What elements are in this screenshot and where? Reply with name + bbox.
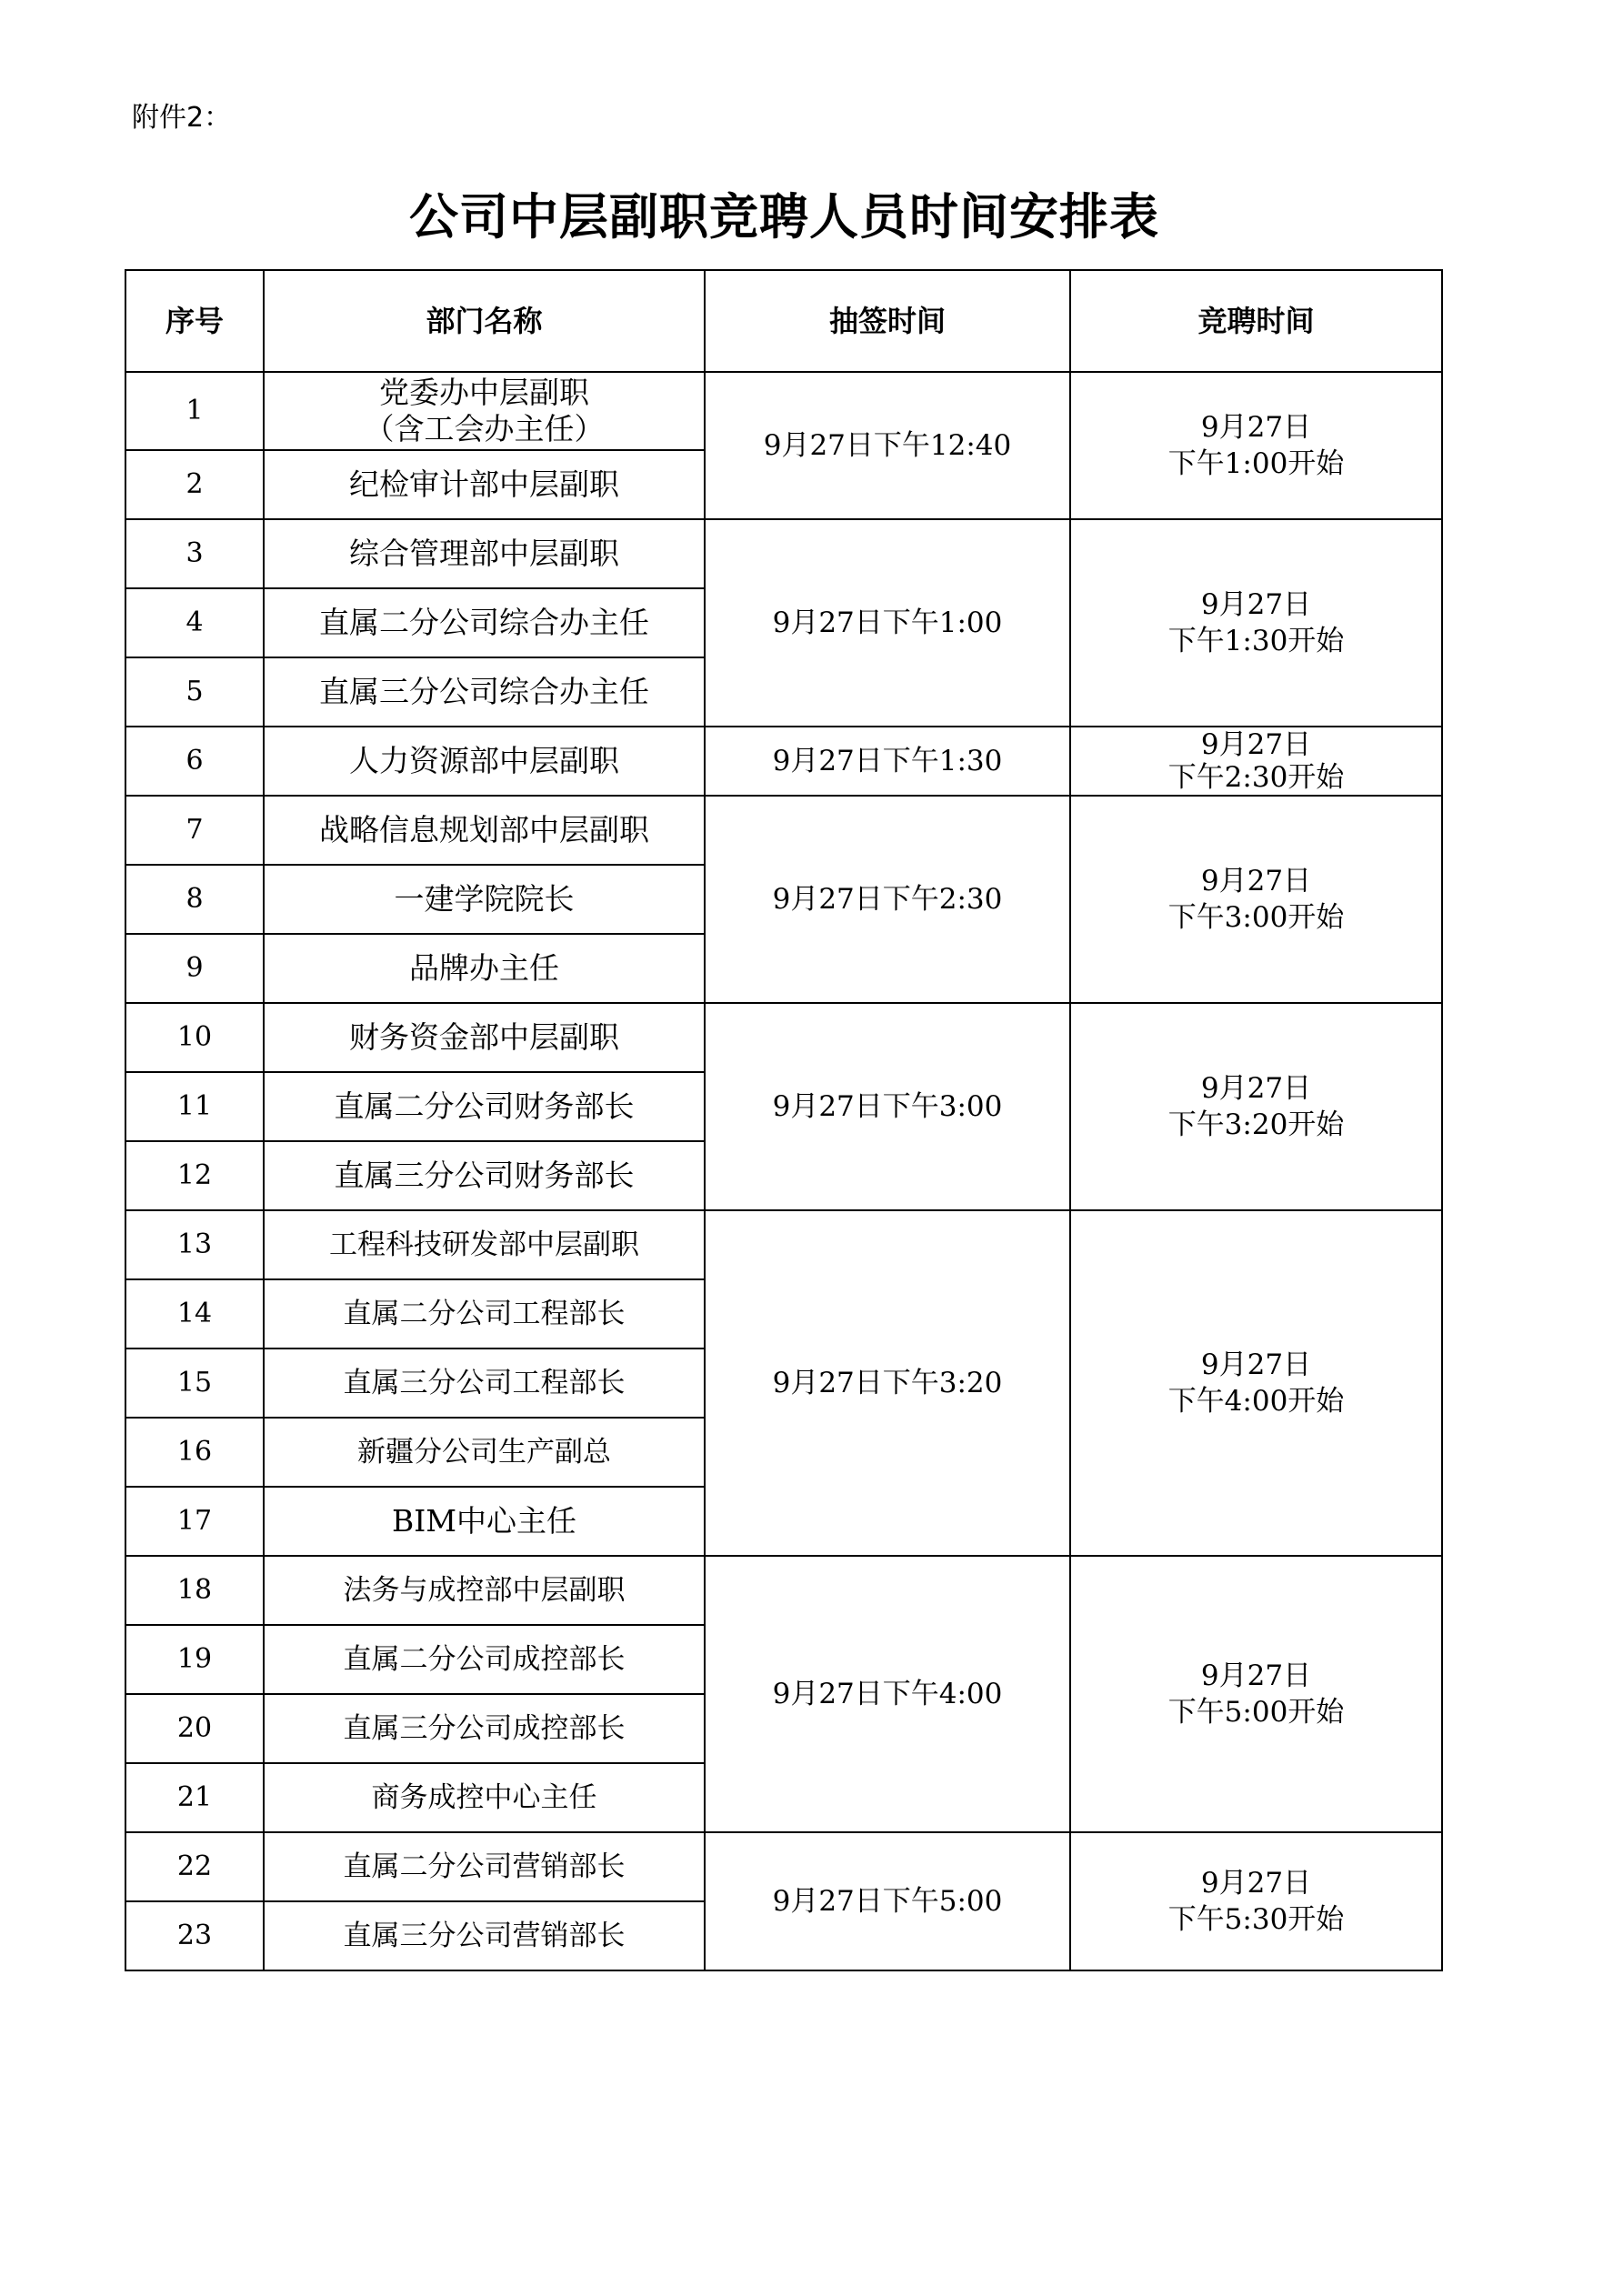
row-dept: 财务资金部中层副职 [264, 1003, 705, 1072]
row-num: 17 [125, 1487, 264, 1556]
compete-start: 下午2:30开始 [1167, 761, 1345, 794]
compete-time-cell [1070, 796, 1442, 1003]
row-num: 15 [125, 1349, 264, 1418]
row-dept: 直属三分公司工程部长 [264, 1349, 705, 1418]
lottery-time-cell: 9月27日下午4:00 [705, 1556, 1070, 1832]
compete-time-cell [1070, 1210, 1442, 1556]
header-lottery-time: 抽签时间 [705, 270, 1070, 372]
row-num: 22 [125, 1832, 264, 1901]
compete-date: 9月27日 [1200, 1659, 1312, 1692]
row-dept: 品牌办主任 [264, 934, 705, 1003]
compete-date: 9月27日 [1200, 588, 1312, 621]
compete-start: 下午3:20开始 [1167, 1108, 1345, 1141]
compete-time-cell [1070, 372, 1442, 519]
compete-time-cell [1070, 727, 1442, 796]
compete-start: 下午5:00开始 [1167, 1696, 1345, 1729]
attachment-label: 附件2： [132, 102, 232, 134]
lottery-time-cell: 9月27日下午3:20 [705, 1210, 1070, 1556]
row-dept: 直属三分公司综合办主任 [264, 657, 705, 727]
compete-start: 下午1:30开始 [1167, 625, 1345, 657]
row-num: 5 [125, 657, 264, 727]
row-num: 18 [125, 1556, 264, 1625]
row-dept: 直属三分公司营销部长 [264, 1901, 705, 1970]
row-num: 16 [125, 1418, 264, 1487]
row-dept: 直属二分公司综合办主任 [264, 588, 705, 657]
row-dept: 新疆分公司生产副总 [264, 1418, 705, 1487]
row-dept: 直属二分公司成控部长 [264, 1625, 705, 1694]
row-dept: 一建学院院长 [264, 865, 705, 934]
page-title: 公司中层副职竞聘人员时间安排表 [409, 188, 1159, 246]
row-dept: 直属三分公司成控部长 [264, 1694, 705, 1763]
row-num: 2 [125, 450, 264, 519]
header-dept: 部门名称 [264, 270, 705, 372]
compete-date: 9月27日 [1200, 865, 1312, 897]
row-dept: 直属二分公司财务部长 [264, 1072, 705, 1141]
row-dept: 人力资源部中层副职 [264, 727, 705, 796]
compete-date: 9月27日 [1200, 1072, 1312, 1105]
compete-time-cell [1070, 1556, 1442, 1832]
compete-date: 9月27日 [1200, 1349, 1312, 1381]
row-num: 7 [125, 796, 264, 865]
row-dept: 纪检审计部中层副职 [264, 450, 705, 519]
compete-time-cell [1070, 1832, 1442, 1970]
table-row [125, 1210, 1442, 1279]
row-dept: 战略信息规划部中层副职 [264, 796, 705, 865]
lottery-time-cell: 9月27日下午2:30 [705, 796, 1070, 1003]
schedule-table [125, 269, 1443, 1971]
header-num: 序号 [125, 270, 264, 372]
row-num: 8 [125, 865, 264, 934]
row-num: 21 [125, 1763, 264, 1832]
row-dept-line1: 党委办中层副职 [379, 375, 589, 410]
row-num: 11 [125, 1072, 264, 1141]
row-num: 13 [125, 1210, 264, 1279]
compete-date: 9月27日 [1200, 411, 1312, 444]
lottery-time-cell: 9月27日下午1:30 [705, 727, 1070, 796]
row-dept: BIM中心主任 [264, 1487, 705, 1556]
compete-start: 下午4:00开始 [1167, 1385, 1345, 1418]
row-dept: 直属三分公司财务部长 [264, 1141, 705, 1210]
table-header-row [125, 270, 1442, 372]
row-num: 4 [125, 588, 264, 657]
row-num: 10 [125, 1003, 264, 1072]
row-dept: 商务成控中心主任 [264, 1763, 705, 1832]
row-dept: 综合管理部中层副职 [264, 519, 705, 588]
row-num: 20 [125, 1694, 264, 1763]
row-dept: 工程科技研发部中层副职 [264, 1210, 705, 1279]
compete-time-cell [1070, 519, 1442, 727]
table-row [125, 1003, 1442, 1072]
row-num: 19 [125, 1625, 264, 1694]
compete-date: 9月27日 [1200, 728, 1312, 761]
row-dept: 直属二分公司工程部长 [264, 1279, 705, 1349]
row-dept-line2: （含工会办主任） [364, 411, 605, 446]
lottery-time-cell: 9月27日下午5:00 [705, 1832, 1070, 1970]
row-dept: 法务与成控部中层副职 [264, 1556, 705, 1625]
table-row [125, 1556, 1442, 1625]
compete-start: 下午3:00开始 [1167, 901, 1345, 934]
compete-time-cell [1070, 1003, 1442, 1210]
row-num: 1 [125, 372, 264, 450]
compete-start: 下午1:00开始 [1167, 447, 1345, 480]
compete-start: 下午5:30开始 [1167, 1903, 1345, 1936]
row-num: 9 [125, 934, 264, 1003]
table-row [125, 519, 1442, 588]
row-dept: 直属二分公司营销部长 [264, 1832, 705, 1901]
header-compete-time: 竞聘时间 [1070, 270, 1442, 372]
lottery-time-cell: 9月27日下午3:00 [705, 1003, 1070, 1210]
row-num: 12 [125, 1141, 264, 1210]
row-num: 3 [125, 519, 264, 588]
table-row [125, 1832, 1442, 1901]
table-row [125, 372, 1442, 450]
row-num: 6 [125, 727, 264, 796]
table-row [125, 727, 1442, 796]
compete-date: 9月27日 [1200, 1867, 1312, 1900]
table-row [125, 796, 1442, 865]
lottery-time-cell: 9月27日下午1:00 [705, 519, 1070, 727]
lottery-time-cell: 9月27日下午12:40 [705, 372, 1070, 519]
row-num: 14 [125, 1279, 264, 1349]
row-dept [264, 372, 705, 450]
row-num: 23 [125, 1901, 264, 1970]
